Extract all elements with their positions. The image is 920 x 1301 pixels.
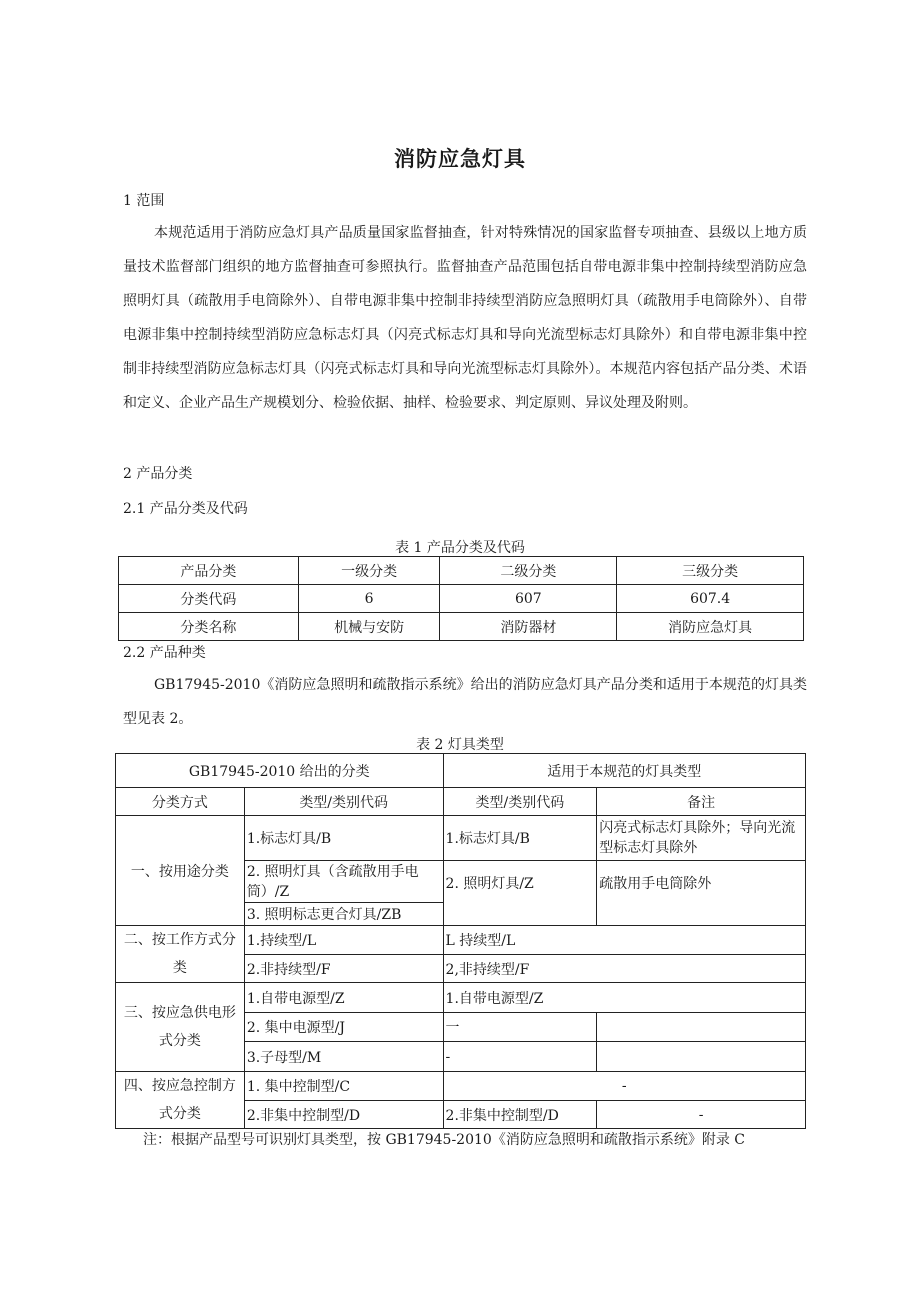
- table-cell: 1. 集中控制型/C: [244, 1072, 443, 1101]
- table-1-caption: 表 1 产品分类及代码: [395, 540, 525, 556]
- table-cell: 607.4: [617, 585, 804, 613]
- table-cell: 1.自带电源型/Z: [443, 983, 805, 1013]
- table-cell: 1.标志灯具/B: [244, 816, 443, 861]
- table-cell: 产品分类: [119, 557, 299, 585]
- table-cell: 一: [443, 1013, 597, 1042]
- table-row: [119, 585, 804, 613]
- section-1-heading: 1 范围: [123, 193, 165, 209]
- table-2-caption: 表 2 灯具类型: [416, 737, 504, 753]
- table-cell: 分类名称: [119, 613, 299, 641]
- product-classification-table: [118, 556, 804, 641]
- table-cell: [597, 1042, 806, 1072]
- section-2-2-heading: 2.2 产品种类: [123, 645, 206, 661]
- table-cell: [597, 1013, 806, 1042]
- table-note: 注：根据产品型号可识别灯具类型，按 GB17945-2010《消防应急照明和疏散指示系统》附录 C: [143, 1132, 745, 1148]
- table-cell: 备注: [597, 788, 806, 816]
- table-cell: GB17945-2010 给出的分类: [116, 754, 444, 788]
- table-cell: 607: [440, 585, 617, 613]
- table-cell: -: [443, 1072, 805, 1101]
- table-cell: L 持续型/L: [443, 926, 805, 955]
- table-cell: 3. 照明标志更合灯具/ZB: [244, 903, 443, 926]
- table-cell: 一、按用途分类: [116, 816, 245, 926]
- table-cell: 闪亮式标志灯具除外；导向光流型标志灯具除外: [597, 816, 806, 861]
- table-cell: 消防器材: [440, 613, 617, 641]
- table-cell: 2.非集中控制型/D: [443, 1101, 597, 1129]
- table-cell: 一级分类: [298, 557, 440, 585]
- table-cell: 疏散用手电筒除外: [597, 861, 806, 926]
- table-row: [116, 983, 806, 1013]
- table-cell: 2. 照明灯具/Z: [443, 861, 597, 926]
- table-cell: 1.标志灯具/B: [443, 816, 597, 861]
- table-cell: 类型/类别代码: [443, 788, 597, 816]
- table-header-row: [116, 788, 806, 816]
- table-row: [116, 926, 806, 955]
- table-cell: 1.持续型/L: [244, 926, 443, 955]
- table-cell: -: [443, 1042, 597, 1072]
- table-row: [119, 613, 804, 641]
- table-cell: 机械与安防: [298, 613, 440, 641]
- section-2-1-heading: 2.1 产品分类及代码: [123, 501, 248, 517]
- table-cell: 三、按应急供电形式分类: [116, 983, 245, 1072]
- section-1-body: 本规范适用于消防应急灯具产品质量国家监督抽查，针对特殊情况的国家监督专项抽查、县级以上地方质量技术监督部门组织的地方监督抽查可参照执行。监督抽查产品范围包括自带电源非集中控制持续型消防应急照明灯具（疏散用手电筒除外）、自带电源非集中控制非持续型消防应急照明灯具（疏散用手电筒除外）、自带电源非集中控制持续型消防应急标志灯具（闪亮式标志灯具和导向光流型标志灯具除外）和自带电源非集中控制非持续型消防应急标志灯具（闪亮式标志灯具和导向光流型标志灯具除外）。本规范内容包括产品分类、术语和定义、企业产品生产规模划分、检验依据、抽样、检验要求、判定原则、异议处理及附则。: [123, 225, 807, 411]
- table-cell: 二、按工作方式分类: [116, 926, 245, 983]
- table-cell: 分类代码: [119, 585, 299, 613]
- lamp-type-table: [115, 753, 806, 1129]
- table-group-header-row: [116, 754, 806, 788]
- table-cell: 消防应急灯具: [617, 613, 804, 641]
- table-cell: 三级分类: [617, 557, 804, 585]
- section-2-heading: 2 产品分类: [123, 466, 193, 482]
- table-cell: 3.子母型/M: [244, 1042, 443, 1072]
- table-header-row: [119, 557, 804, 585]
- page-title: 消防应急灯具: [394, 147, 526, 171]
- table-cell: 四、按应急控制方式分类: [116, 1072, 245, 1129]
- table-cell: 2. 照明灯具（含疏散用手电筒）/Z: [244, 861, 443, 903]
- table-cell: 1.自带电源型/Z: [244, 983, 443, 1013]
- table-row: [116, 816, 806, 861]
- table-cell: 2.非集中控制型/D: [244, 1101, 443, 1129]
- table-cell: 分类方式: [116, 788, 245, 816]
- table-cell: 2. 集中电源型/J: [244, 1013, 443, 1042]
- table-cell: 2,非持续型/F: [443, 955, 805, 983]
- table-row: [116, 1072, 806, 1101]
- table-cell: -: [597, 1101, 806, 1129]
- table-cell: 适用于本规范的灯具类型: [443, 754, 805, 788]
- table-cell: 二级分类: [440, 557, 617, 585]
- section-2-2-body: GB17945-2010《消防应急照明和疏散指示系统》给出的消防应急灯具产品分类和适用于本规范的灯具类型见表 2。: [123, 677, 807, 727]
- table-cell: 6: [298, 585, 440, 613]
- table-cell: 类型/类别代码: [244, 788, 443, 816]
- table-cell: 2.非持续型/F: [244, 955, 443, 983]
